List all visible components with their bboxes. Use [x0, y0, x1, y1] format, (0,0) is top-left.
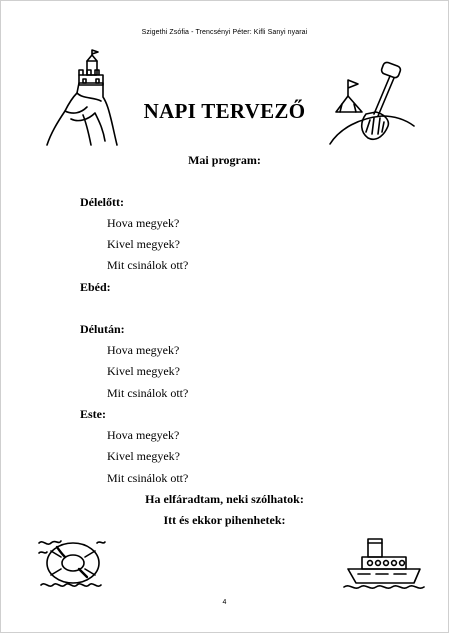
question-line: Mit csinálok ott?: [107, 386, 189, 400]
closing-line-1: Ha elfáradtam, neki szólhatok:: [145, 492, 304, 506]
question-line: Hova megyek?: [107, 216, 180, 230]
section-label-delutan: Délután:: [80, 322, 125, 336]
question-line: Mit csinálok ott?: [107, 258, 189, 272]
page-title: NAPI TERVEZŐ: [143, 99, 306, 123]
question-line: Kivel megyek?: [107, 449, 180, 463]
question-line: Mit csinálok ott?: [107, 471, 189, 485]
closing-line-2: Itt és ekkor pihenhetek:: [163, 513, 286, 527]
subtitle: Mai program:: [188, 153, 261, 167]
section-label-ebed: Ebéd:: [80, 280, 111, 294]
question-line: Hova megyek?: [107, 343, 180, 357]
question-line: Hova megyek?: [107, 428, 180, 442]
swim-ring-icon: [37, 533, 107, 593]
section-label-delelott: Délelőtt:: [80, 195, 124, 209]
question-line: Kivel megyek?: [107, 237, 180, 251]
section-label-este: Este:: [80, 407, 106, 421]
steamboat-icon: [344, 535, 424, 591]
question-line: Kivel megyek?: [107, 364, 180, 378]
page-header: Szigethi Zsófia - Trencsényi Péter: Kifli Sanyi nyarai: [141, 29, 308, 36]
page-number: 4: [222, 599, 227, 606]
